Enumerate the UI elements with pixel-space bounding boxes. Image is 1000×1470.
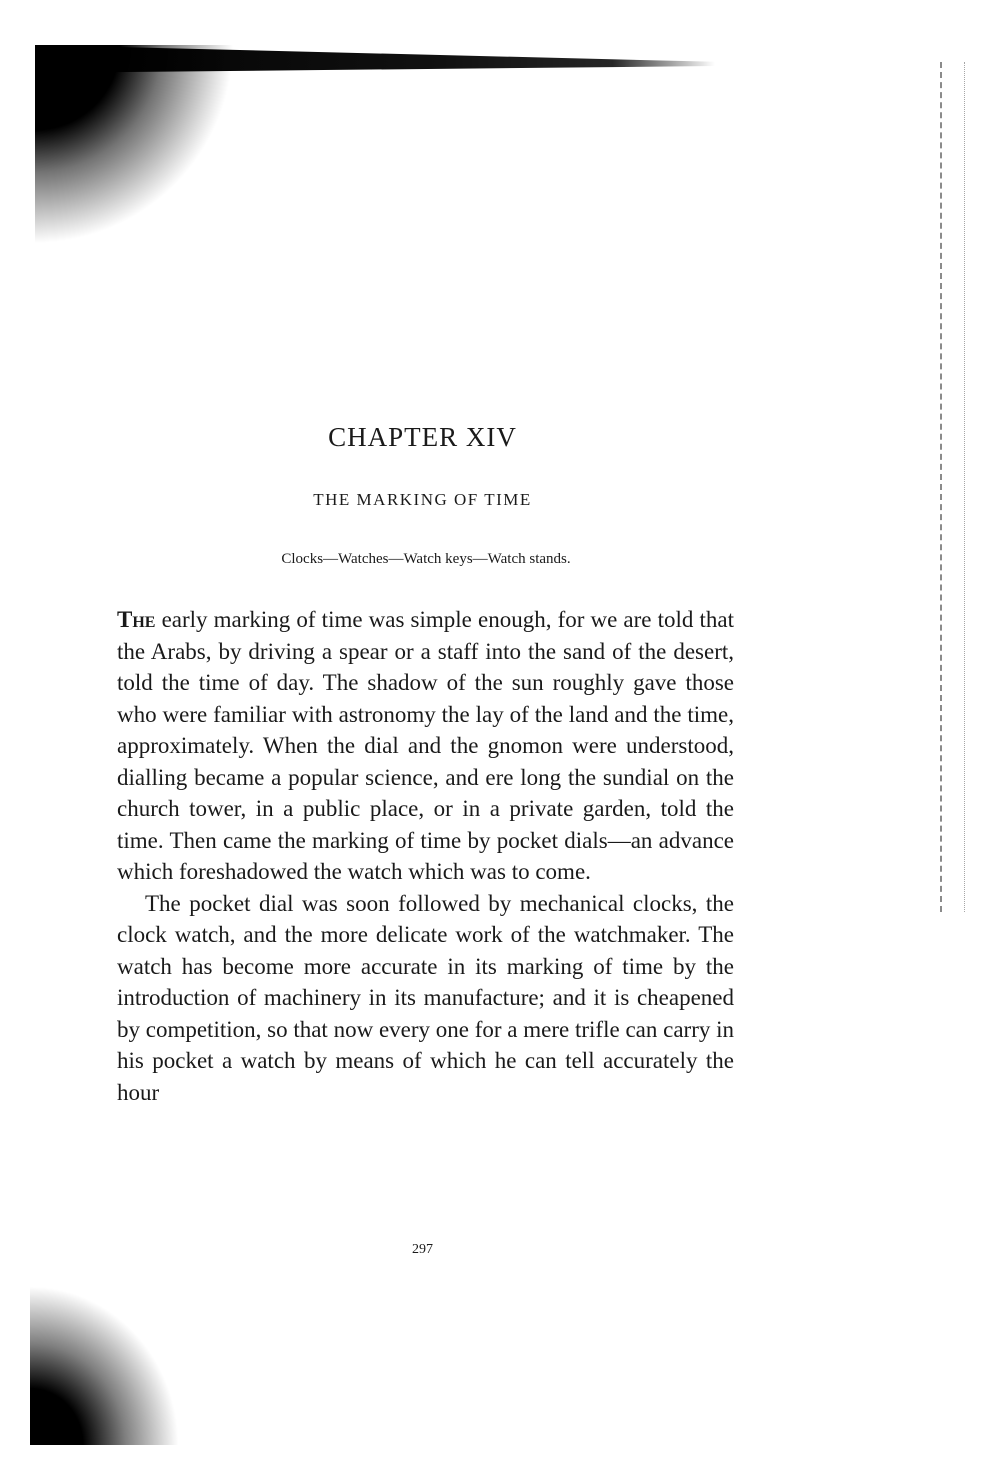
lead-word: The xyxy=(117,607,156,632)
scan-shadow-corner-top xyxy=(35,45,235,245)
chapter-heading: CHAPTER XIV xyxy=(328,422,517,452)
chapter-title: THE MARKING OF TIME xyxy=(313,490,532,509)
paragraph-1-text: early marking of time was simple enough, for we are told that the Arabs, by driving a spear or a staff into the sand of the desert, told the time of day. The shadow of the sun roughly gave those who were familiar with astronomy the lay of the land and the time, approximately. When the dial and the gnomon were understood, dialling became a popular science, and ere long the sundial on the church tower, in a public place, or in a private garden, told the time. Then came the marking of time by pocket dials—an advance which foreshadowed the watch which was to come. xyxy=(117,607,734,884)
scan-shadow-corner-bottom xyxy=(30,1285,180,1445)
chapter-synopsis: Clocks—Watches—Watch keys—Watch stands. xyxy=(281,551,571,567)
body-text xyxy=(117,604,734,1108)
scan-edge-marks xyxy=(940,62,965,912)
paragraph-2: The pocket dial was soon followed by mechanical clocks, the clock watch, and the more delicate work of the watchmaker. The watch has become more accurate in its marking of time by the introduction of machinery in its manufacture; and it is cheapened by competition, so that now every one for a mere trifle can carry in his pocket a watch by means of which he can tell accurately the hour xyxy=(117,890,734,1105)
paragraph-1 xyxy=(117,604,734,888)
page-number: 297 xyxy=(412,1242,433,1257)
